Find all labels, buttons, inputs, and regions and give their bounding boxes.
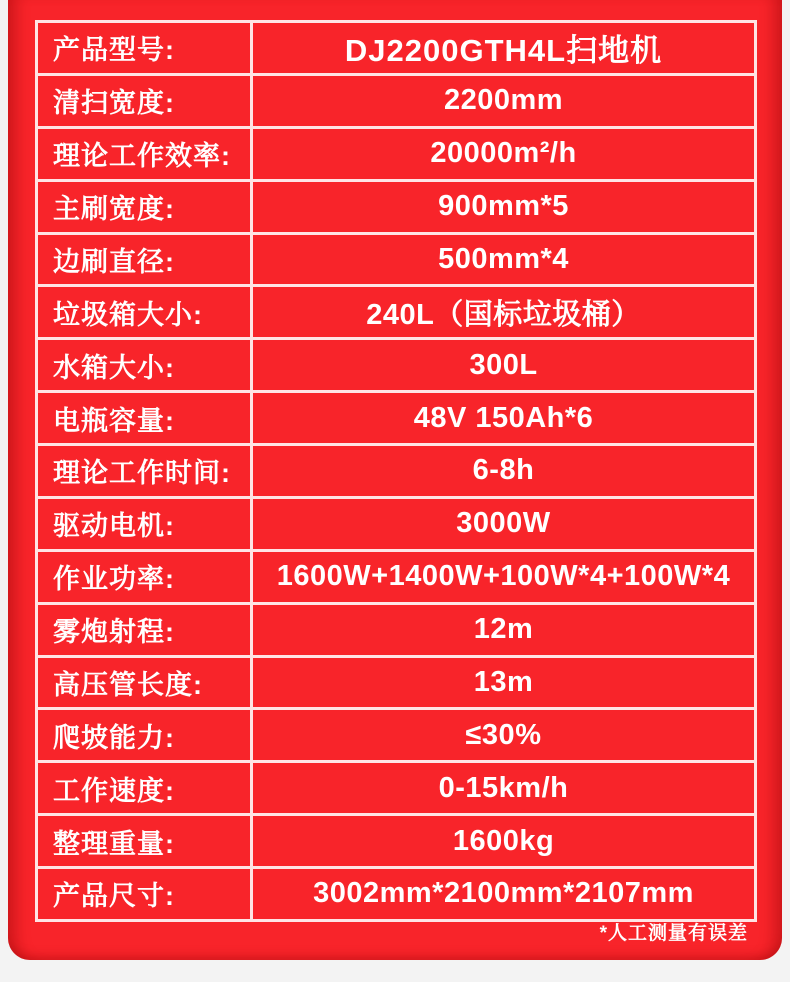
measurement-disclaimer: *人工测量有误差 xyxy=(599,923,748,944)
spec-row xyxy=(38,446,754,499)
spec-label: 爬坡能力: xyxy=(38,710,253,760)
spec-row xyxy=(38,552,754,605)
spec-label: 水箱大小: xyxy=(38,340,253,390)
spec-value: DJ2200GTH4L扫地机 xyxy=(344,33,663,69)
spec-label: 整理重量: xyxy=(38,816,253,866)
spec-value: 1600kg xyxy=(452,824,555,857)
spec-label: 清扫宽度: xyxy=(38,76,253,126)
spec-row xyxy=(38,23,754,76)
spec-value: 1600W+1400W+100W*4+100W*4 xyxy=(276,560,731,593)
spec-value: 300L xyxy=(469,348,538,381)
spec-row xyxy=(38,658,754,711)
spec-label: 作业功率: xyxy=(38,552,253,602)
spec-row xyxy=(38,763,754,816)
spec-row xyxy=(38,816,754,869)
spec-row xyxy=(38,182,754,235)
spec-label: 理论工作效率: xyxy=(38,129,253,179)
spec-label: 产品尺寸: xyxy=(38,869,253,919)
spec-value: 48V 150Ah*6 xyxy=(413,401,594,434)
spec-table xyxy=(35,20,757,922)
spec-label: 电瓶容量: xyxy=(38,393,253,443)
spec-row xyxy=(38,710,754,763)
spec-value: 500mm*4 xyxy=(438,242,569,275)
spec-value: ≤30% xyxy=(465,718,542,751)
spec-row xyxy=(38,76,754,129)
spec-row xyxy=(38,869,754,919)
spec-row xyxy=(38,393,754,446)
spec-row xyxy=(38,340,754,393)
spec-value: 0-15km/h xyxy=(438,771,569,804)
spec-label: 垃圾箱大小: xyxy=(38,287,253,337)
spec-row xyxy=(38,287,754,340)
spec-label: 理论工作时间: xyxy=(38,446,253,496)
spec-value: 6-8h xyxy=(472,454,535,487)
spec-row xyxy=(38,129,754,182)
spec-label: 高压管长度: xyxy=(38,658,253,708)
spec-value: 13m xyxy=(473,665,534,698)
spec-label: 雾炮射程: xyxy=(38,605,253,655)
spec-row xyxy=(38,499,754,552)
spec-panel xyxy=(8,0,782,960)
spec-value: 3002mm*2100mm*2107mm xyxy=(313,877,694,910)
spec-value: 3000W xyxy=(456,507,551,540)
spec-label: 驱动电机: xyxy=(38,499,253,549)
spec-label: 主刷宽度: xyxy=(38,182,253,232)
spec-row xyxy=(38,605,754,658)
spec-label: 工作速度: xyxy=(38,763,253,813)
spec-label: 产品型号: xyxy=(38,23,253,73)
spec-label: 边刷直径: xyxy=(38,235,253,285)
spec-value: 900mm*5 xyxy=(438,190,569,223)
spec-value: 20000m²/h xyxy=(430,137,577,170)
spec-value: 240L（国标垃圾桶） xyxy=(366,298,641,331)
spec-value: 12m xyxy=(473,613,534,646)
spec-row xyxy=(38,235,754,288)
spec-value: 2200mm xyxy=(443,84,564,117)
